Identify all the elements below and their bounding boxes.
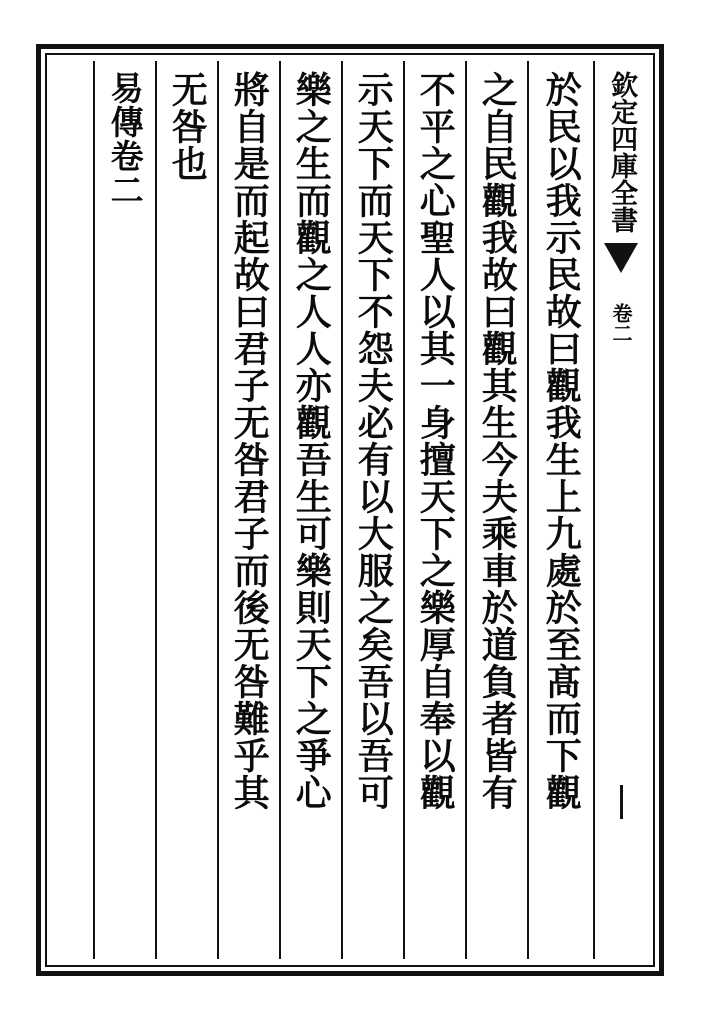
column-text: 於民以我示民故曰觀我生上九處於至髙而下觀 — [540, 71, 583, 811]
text-columns — [53, 61, 647, 959]
column-text: 示天下而天下不怨夫必有以大服之矣吾以吾可 — [352, 71, 395, 811]
colophon-text: 易傳卷二 — [105, 71, 145, 207]
column-tail-mark — [620, 785, 623, 819]
fish-tail-mark — [604, 243, 638, 273]
text-column — [279, 61, 341, 959]
text-column — [527, 61, 593, 959]
text-column — [403, 61, 465, 959]
text-column — [155, 61, 217, 959]
volume-label: 卷二 — [609, 303, 633, 343]
text-column — [217, 61, 279, 959]
column-text: 樂之生而觀之人人亦觀吾生可樂則天下之爭心 — [290, 71, 333, 811]
text-column — [465, 61, 527, 959]
book-title: 欽定四庫全書 — [606, 71, 638, 233]
column-text: 无咎也 — [166, 71, 209, 182]
page-border-outer — [36, 44, 664, 976]
column-text: 將自是而起故曰君子无咎君子而後无咎難乎其 — [228, 71, 271, 811]
text-column — [93, 61, 155, 959]
page-border-inner — [45, 53, 655, 967]
text-column — [341, 61, 403, 959]
column-text: 不平之心聖人以其一身擅天下之樂厚自奉以觀 — [414, 71, 457, 811]
banxin-center-strip — [593, 61, 647, 959]
blank-column — [31, 61, 93, 959]
column-text: 之自民觀我故曰觀其生今夫乘車於道負者皆有 — [476, 71, 519, 811]
